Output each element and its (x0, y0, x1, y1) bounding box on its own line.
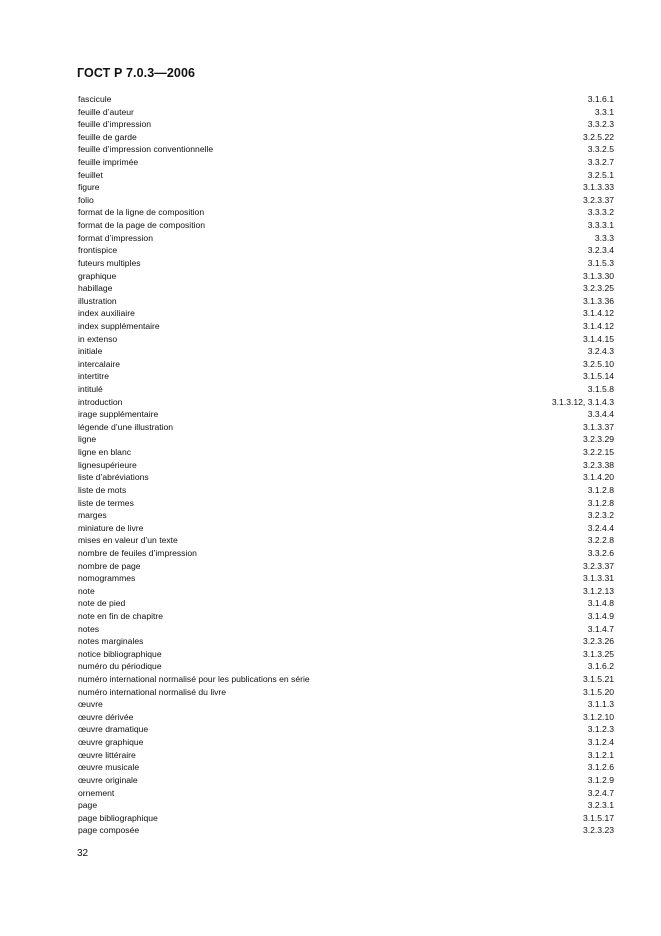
index-term: folio (78, 194, 94, 205)
index-entry (78, 408, 614, 421)
index-term: index supplémentaire (78, 320, 160, 331)
index-reference: 3.1.2.13 (582, 585, 614, 596)
index-term: œuvre (78, 699, 103, 710)
index-entry (78, 799, 614, 812)
index-reference: 3.3.2.3 (587, 119, 614, 130)
index-reference: 3.2.3.29 (582, 434, 614, 445)
index-reference: 3.1.2.3 (587, 724, 614, 735)
index-reference: 3.1.2.6 (587, 762, 614, 773)
index-reference: 3.1.3.33 (582, 182, 614, 193)
index-reference: 3.1.3.37 (582, 421, 614, 432)
index-reference: 3.1.4.8 (587, 598, 614, 609)
index-term: feuille imprimée (78, 157, 139, 168)
index-term: feuillet (78, 169, 103, 180)
index-entry (78, 345, 614, 358)
index-reference: 3.1.6.1 (587, 94, 614, 104)
index-reference: 3.1.3.25 (582, 648, 614, 659)
index-term: ligne en blanc (78, 447, 132, 458)
index-term: page (78, 800, 98, 811)
index-reference: 3.2.3.37 (582, 194, 614, 205)
index-entry (78, 471, 614, 484)
index-entry (78, 459, 614, 472)
index-entry (78, 118, 614, 131)
index-reference: 3.3.2.7 (587, 157, 614, 168)
index-entry (78, 787, 614, 800)
index-term: lignesupérieure (78, 459, 137, 470)
index-entry (78, 761, 614, 774)
index-term: liste de mots (78, 484, 127, 495)
index-term: œuvre originale (78, 774, 138, 785)
index-term: œuvre littéraire (78, 749, 136, 760)
index-entry (78, 774, 614, 787)
index-term: page composée (78, 825, 140, 836)
index-reference: 3.2.4.3 (587, 346, 614, 357)
index-entry (78, 333, 614, 346)
index-entry (78, 194, 614, 207)
index-entry (78, 547, 614, 560)
index-reference: 3.2.3.37 (582, 560, 614, 571)
index-entry (78, 597, 614, 610)
index-entry (78, 509, 614, 522)
index-entry (78, 522, 614, 535)
index-entry (78, 156, 614, 169)
page-number: 32 (77, 848, 89, 859)
index-term: figure (78, 182, 100, 193)
index-term: format de la page de composition (78, 220, 206, 231)
index-reference: 3.2.4.7 (587, 787, 614, 798)
index-reference: 3.2.5.1 (587, 169, 614, 180)
index-term: format d’impression (78, 232, 153, 243)
index-entry (78, 610, 614, 623)
index-reference: 3.1.5.20 (582, 686, 614, 697)
index-term: habillage (78, 283, 113, 294)
index-reference: 3.1.2.1 (587, 749, 614, 760)
index-reference: 3.1.1.3 (587, 699, 614, 710)
index-entry (78, 673, 614, 686)
index-reference: 3.1.2.8 (587, 497, 614, 508)
index-reference: 3.3.2.5 (587, 144, 614, 155)
index-term: marges (78, 510, 107, 521)
page-title: ГОСТ Р 7.0.3—2006 (77, 66, 196, 80)
index-reference: 3.2.5.22 (582, 131, 614, 142)
index-entry (78, 635, 614, 648)
index-term: feuille d’impression (78, 119, 152, 130)
index-entry (78, 295, 614, 308)
index-reference: 3.2.3.4 (587, 245, 614, 256)
index-term: introduction (78, 396, 123, 407)
index-term: nomogrammes (78, 573, 136, 584)
index-entry (78, 736, 614, 749)
index-reference: 3.1.4.15 (582, 333, 614, 344)
index-reference: 3.1.4.12 (582, 308, 614, 319)
index-entry (78, 572, 614, 585)
index-reference: 3.2.5.10 (582, 358, 614, 369)
index-term: numéro international normalisé pour les publications en série (78, 674, 310, 685)
index-entry (78, 131, 614, 144)
index-term: œuvre graphique (78, 737, 144, 748)
index-entry (78, 320, 614, 333)
index-term: notice bibliographique (78, 648, 162, 659)
index-entry (78, 169, 614, 182)
index-entry (78, 206, 614, 219)
index-entry (78, 106, 614, 119)
index-entry (78, 421, 614, 434)
index-entry (78, 623, 614, 636)
index-entry (78, 723, 614, 736)
index-term: œuvre dramatique (78, 724, 149, 735)
index-term: liste de termes (78, 497, 134, 508)
index-entry (78, 497, 614, 510)
index-reference: 3.1.6.2 (587, 661, 614, 672)
index-term: futeurs multiples (78, 257, 141, 268)
index-entry (78, 711, 614, 724)
index-term: œuvre dérivée (78, 711, 134, 722)
index-entry (78, 244, 614, 257)
index-reference: 3.2.2.8 (587, 535, 614, 546)
index-reference: 3.2.3.25 (582, 283, 614, 294)
index-term: ornement (78, 787, 115, 798)
index-term: feuille de garde (78, 131, 137, 142)
index-entry (78, 686, 614, 699)
index-term: feuille d’impression conventionnelle (78, 144, 214, 155)
index-term: feuille d’auteur (78, 106, 134, 117)
index-entry (78, 307, 614, 320)
index-term: numéro du périodique (78, 661, 162, 672)
index-reference: 3.1.5.8 (587, 384, 614, 395)
index-reference: 3.2.3.26 (582, 636, 614, 647)
index-term: irage supplémentaire (78, 409, 159, 420)
index-reference: 3.1.4.9 (587, 610, 614, 621)
index-reference: 3.1.4.7 (587, 623, 614, 634)
index-reference: 3.1.2.8 (587, 484, 614, 495)
index-entry (78, 358, 614, 371)
index-term: initiale (78, 346, 103, 357)
index-reference: 3.1.5.21 (582, 674, 614, 685)
index-reference: 3.1.3.12, 3.1.4.3 (551, 396, 614, 407)
index-term: intercalaire (78, 358, 121, 369)
index-term: in extenso (78, 333, 118, 344)
index-term: note en fin de chapitre (78, 610, 164, 621)
index-reference: 3.2.3.1 (587, 800, 614, 811)
index-entry (78, 698, 614, 711)
index-reference: 3.2.4.4 (587, 522, 614, 533)
index-reference: 3.3.3.1 (587, 220, 614, 231)
index-term: note de pied (78, 598, 126, 609)
index-reference: 3.1.4.20 (582, 472, 614, 483)
index-reference: 3.1.2.9 (587, 774, 614, 785)
index-reference: 3.1.3.31 (582, 573, 614, 584)
index-reference: 3.3.4.4 (587, 409, 614, 420)
index-entry (78, 560, 614, 573)
index-term: frontispice (78, 245, 118, 256)
index-reference: 3.3.3 (594, 232, 614, 243)
index-entry (78, 370, 614, 383)
index-reference: 3.1.3.30 (582, 270, 614, 281)
index-term: numéro international normalisé du livre (78, 686, 227, 697)
index-term: mises en valeur d’un texte (78, 535, 178, 546)
index-term: intertitre (78, 371, 110, 382)
index-term: illustration (78, 295, 117, 306)
index-list (78, 93, 614, 837)
index-term: graphique (78, 270, 117, 281)
index-term: nombre de page (78, 560, 141, 571)
index-term: fascicule (78, 94, 112, 104)
index-term: nombre de feuiles d’impression (78, 547, 197, 558)
index-term: index auxiliaire (78, 308, 135, 319)
index-reference: 3.2.3.2 (587, 510, 614, 521)
index-reference: 3.2.3.23 (582, 825, 614, 836)
index-term: notes marginales (78, 636, 144, 647)
index-term: page bibliographique (78, 812, 158, 823)
index-term: légende d’une illustration (78, 421, 174, 432)
index-entry (78, 143, 614, 156)
index-entry (78, 232, 614, 245)
index-entry (78, 534, 614, 547)
index-term: intitulé (78, 384, 103, 395)
index-entry (78, 219, 614, 232)
index-entry (78, 270, 614, 283)
index-entry (78, 749, 614, 762)
index-entry (78, 648, 614, 661)
index-reference: 3.1.5.3 (587, 257, 614, 268)
index-reference: 3.1.3.36 (582, 295, 614, 306)
index-term: ligne (78, 434, 97, 445)
index-entry (78, 257, 614, 270)
index-term: liste d’abréviations (78, 472, 149, 483)
index-entry (78, 93, 614, 106)
index-entry (78, 282, 614, 295)
index-term: miniature de livre (78, 522, 144, 533)
index-reference: 3.3.1 (594, 106, 614, 117)
index-term: format de la ligne de composition (78, 207, 205, 218)
index-entry (78, 446, 614, 459)
index-reference: 3.1.2.4 (587, 737, 614, 748)
index-entry (78, 824, 614, 837)
index-reference: 3.1.2.10 (582, 711, 614, 722)
index-term: note (78, 585, 95, 596)
index-reference: 3.2.2.15 (582, 447, 614, 458)
index-term: notes (78, 623, 100, 634)
index-term: œuvre musicale (78, 762, 140, 773)
index-reference: 3.1.5.17 (582, 812, 614, 823)
index-entry (78, 396, 614, 409)
index-reference: 3.1.4.12 (582, 320, 614, 331)
index-entry (78, 181, 614, 194)
index-entry (78, 812, 614, 825)
index-reference: 3.3.2.6 (587, 547, 614, 558)
index-reference: 3.1.5.14 (582, 371, 614, 382)
index-entry (78, 484, 614, 497)
index-reference: 3.3.3.2 (587, 207, 614, 218)
index-reference: 3.2.3.38 (582, 459, 614, 470)
index-entry (78, 660, 614, 673)
index-entry (78, 433, 614, 446)
index-entry (78, 383, 614, 396)
index-entry (78, 585, 614, 598)
